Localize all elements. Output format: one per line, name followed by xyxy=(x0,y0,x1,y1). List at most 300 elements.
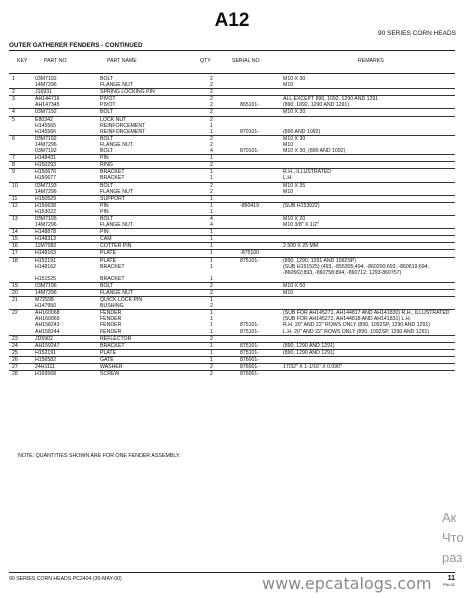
row-key: 21 xyxy=(9,297,35,304)
row-part-name: BOLT xyxy=(100,76,114,82)
row-quantity: 2 xyxy=(210,89,240,96)
row-key xyxy=(9,189,35,196)
row-part-name: WASHER xyxy=(100,364,210,371)
page-number: 11 xyxy=(447,575,455,582)
row-serial-number xyxy=(240,195,283,202)
row-key xyxy=(9,276,35,283)
row-remarks xyxy=(283,209,455,216)
row-part-number: 03M7195 xyxy=(35,215,100,222)
row-remarks: 17/32" X 1-1/16" X 0.090" xyxy=(283,364,455,371)
row-serial-number xyxy=(240,169,283,176)
table-row xyxy=(9,257,455,264)
row-part-name: PIVOT xyxy=(100,96,210,103)
row-part-number: H148162 xyxy=(35,263,57,270)
row-part-name: FLANGE NUT xyxy=(100,82,133,89)
table-row xyxy=(9,229,455,236)
row-part-number: H150529 xyxy=(35,195,100,202)
row-remarks: 2.500 X 25 MM xyxy=(283,243,455,250)
row-remarks: (890, 1290 AND 1291) xyxy=(283,349,455,356)
row-quantity: 2 xyxy=(210,335,240,342)
row-part-name: FENDER xyxy=(100,322,122,329)
table-row xyxy=(9,243,455,250)
row-serial-number xyxy=(240,229,283,236)
table-row xyxy=(9,202,455,209)
row-part-name: PIN xyxy=(100,155,210,162)
row-part-name: FLANGE NUT xyxy=(100,222,133,229)
row-quantity: 1 xyxy=(210,243,240,250)
row-remarks xyxy=(283,335,455,342)
row-remarks: (SUB H151525) (493, -855305;494, -860200;693, -860619;694, -860562;893, -860758;894, -860712; 1293-860757) xyxy=(283,263,429,276)
table-row xyxy=(9,148,455,155)
row-key: 13 xyxy=(9,215,35,222)
row-serial-number xyxy=(240,282,283,289)
row-part-number: M72598 xyxy=(35,297,100,304)
row-key: 6 xyxy=(9,135,35,142)
row-serial-number: -860419 xyxy=(240,202,283,209)
row-part-name: BRACKET xyxy=(100,263,125,270)
row-part-number: H147950 xyxy=(35,303,57,310)
row-part-number: H150677 xyxy=(35,175,57,182)
row-serial-number xyxy=(240,182,283,189)
row-part-name: BOLT xyxy=(100,182,210,189)
row-remarks: (SUB H153022) xyxy=(283,202,455,209)
row-remarks: L.H. 20" AND 22" ROWS ONLY (890, 1092SP, 1290 AND 1291) xyxy=(283,328,430,335)
row-remarks: M10 3/8" X 1/2" xyxy=(283,222,319,229)
row-key: 7 xyxy=(9,155,35,162)
row-part-name: PLATE xyxy=(100,250,210,257)
row-part-name: PIVOT xyxy=(100,102,116,109)
row-serial-number xyxy=(240,209,283,216)
row-key: 5 xyxy=(9,116,35,123)
row-quantity: 1 xyxy=(210,175,213,182)
row-part-number: H148163 xyxy=(35,250,100,257)
row-quantity: 2 xyxy=(210,371,240,378)
table-row xyxy=(9,222,455,229)
table-row xyxy=(9,169,455,176)
row-serial-number: 865101- xyxy=(240,102,260,109)
table-header-divider xyxy=(9,73,455,74)
row-quantity: 1 xyxy=(210,128,213,135)
row-key xyxy=(9,175,35,182)
page-number-code: PN=11 xyxy=(442,582,455,587)
row-quantity: 4 xyxy=(210,148,213,155)
row-remarks xyxy=(283,303,455,310)
row-part-number: AH160069 xyxy=(35,316,60,323)
row-key: 11 xyxy=(9,195,35,202)
row-remarks: M10 X 30 xyxy=(283,135,455,142)
row-quantity: 1 xyxy=(210,229,240,236)
row-part-name: BUSHING xyxy=(100,303,124,310)
row-serial-number: 875101- xyxy=(240,342,283,349)
row-part-number: 03M7192 xyxy=(35,148,57,155)
activation-overlay xyxy=(442,508,464,568)
row-remarks xyxy=(283,195,455,202)
table-row xyxy=(9,89,455,96)
row-key: 17 xyxy=(9,250,35,257)
row-part-number: 14M7296 xyxy=(35,290,100,297)
row-key xyxy=(9,303,35,310)
row-part-number: AH158243 xyxy=(35,322,60,329)
row-remarks xyxy=(283,229,455,236)
row-quantity: 2 xyxy=(210,303,213,310)
column-header-part-no: PART NO. xyxy=(44,58,68,64)
row-key: 23 xyxy=(9,335,35,342)
row-key xyxy=(9,264,35,276)
row-part-number: AH160068 xyxy=(35,310,100,317)
row-remarks xyxy=(283,356,455,363)
table-row xyxy=(9,82,455,89)
row-quantity: 2 xyxy=(210,96,240,103)
row-key: 24 xyxy=(9,342,35,349)
row-quantity: 1 xyxy=(210,349,240,356)
table-row xyxy=(9,175,455,182)
row-serial-number: 876001- xyxy=(240,371,283,378)
row-remarks: R.H., ILLUSTRATED xyxy=(283,169,455,176)
row-remarks: M10 X 20 xyxy=(283,215,455,222)
row-part-name: FENDER xyxy=(100,310,210,317)
table-row xyxy=(9,189,455,196)
row-remarks: M10 X 30, (890 AND 1092) xyxy=(283,148,346,155)
row-quantity: 2 xyxy=(210,182,240,189)
row-part-number: 14M7296 xyxy=(35,141,57,148)
row-remarks: (890 AND 1092) xyxy=(283,128,321,135)
row-quantity: 2 xyxy=(210,135,240,142)
row-key: 16 xyxy=(9,243,35,250)
row-quantity: 1 xyxy=(210,263,213,270)
row-part-number: 14M7296 xyxy=(35,222,57,229)
row-remarks xyxy=(283,276,455,283)
row-part-name: FLANGE NUT xyxy=(100,290,210,297)
row-part-name: BOLT xyxy=(100,215,210,222)
row-remarks xyxy=(283,236,455,243)
watermark: www.epcatalogs.com xyxy=(262,574,432,593)
row-serial-number: 875101- xyxy=(240,328,260,335)
row-quantity: 1 xyxy=(210,316,213,323)
row-part-number: 11M7082 xyxy=(35,243,100,250)
row-remarks xyxy=(283,116,455,123)
table-row xyxy=(9,195,455,202)
table-row xyxy=(9,335,455,342)
row-part-number: 03M7196 xyxy=(35,282,100,289)
row-part-number: JD5902 xyxy=(35,335,100,342)
row-quantity: 1 xyxy=(210,275,213,282)
row-key: 28 xyxy=(9,371,35,378)
row-part-name: SCREW xyxy=(100,371,210,378)
row-part-number: 14M7296 xyxy=(35,82,57,89)
row-part-number: H145565 xyxy=(35,122,57,129)
row-key: 19 xyxy=(9,282,35,289)
row-remarks: (SUB FOR AH145271, AH144817 AND AH141830) R.H., ILLUSTRATED xyxy=(283,310,455,317)
row-serial-number: 870101- xyxy=(240,148,260,155)
row-remarks: M10 X 50 xyxy=(283,282,455,289)
row-key: 20 xyxy=(9,290,35,297)
column-header-key: KEY xyxy=(17,58,28,64)
header-divider xyxy=(9,50,455,51)
row-remarks: M10 xyxy=(283,141,294,148)
row-serial-number: 875101- xyxy=(240,257,283,264)
row-quantity: 1 xyxy=(210,250,240,257)
row-part-number: AH159247 xyxy=(35,342,100,349)
row-part-number: H150676 xyxy=(35,169,100,176)
row-remarks: (890, 1092, 1290 AND 1291) xyxy=(283,102,350,109)
row-remarks: M10 xyxy=(283,290,455,297)
row-part-name: FENDER xyxy=(100,328,122,335)
row-part-name: GATE xyxy=(100,356,210,363)
row-part-number: H152191 xyxy=(35,257,100,264)
row-quantity: 2 xyxy=(210,102,213,109)
row-quantity: 1 xyxy=(210,195,240,202)
row-part-number: H148431 xyxy=(35,155,100,162)
row-part-number: H151525 xyxy=(35,275,57,282)
footer-page-number xyxy=(443,575,455,587)
column-header-qty: QTY xyxy=(200,58,211,64)
row-key: 8 xyxy=(9,162,35,169)
row-part-number: H145566 xyxy=(35,128,57,135)
row-remarks: (890, 1290, 1291 AND 1092SP) xyxy=(283,257,455,264)
table-row xyxy=(9,182,455,189)
row-serial-number xyxy=(240,175,283,182)
row-quantity: 2 xyxy=(210,76,213,82)
row-part-name: BRACKET xyxy=(100,342,210,349)
row-quantity: 2 xyxy=(210,116,240,123)
row-quantity: 1 xyxy=(210,328,213,335)
row-part-name: PIN xyxy=(100,208,109,215)
row-part-name: QUICK LOCK PIN xyxy=(100,297,210,304)
table-row xyxy=(9,282,455,289)
table-row xyxy=(9,364,455,371)
row-part-name: PLATE xyxy=(100,257,210,264)
table-row xyxy=(9,102,455,109)
table-row xyxy=(9,96,455,103)
table-row xyxy=(9,329,455,336)
row-part-number: J16931 xyxy=(35,89,100,96)
row-quantity: 1 xyxy=(210,310,240,317)
row-remarks xyxy=(283,89,455,96)
row-remarks: R.H. 20" AND 22" ROWS ONLY (890, 1092SP, 1290 AND 1291) xyxy=(283,322,430,329)
row-serial-number: -875100 xyxy=(240,250,283,257)
row-serial-number: 875101- xyxy=(240,349,283,356)
row-serial-number: 876001- xyxy=(240,356,283,363)
row-part-number: 14M7296 xyxy=(35,188,57,195)
parts-table-body xyxy=(9,76,455,377)
row-remarks xyxy=(283,297,455,304)
row-quantity: 1 xyxy=(210,122,213,129)
table-row xyxy=(9,129,455,136)
row-key xyxy=(9,209,35,216)
row-serial-number xyxy=(240,162,283,169)
row-part-number: H150638 xyxy=(35,202,100,209)
row-serial-number: 875101- xyxy=(240,322,260,329)
row-part-name: REINFORCEMENT xyxy=(100,122,146,129)
table-row xyxy=(9,250,455,257)
row-serial-number xyxy=(240,155,283,162)
row-serial-number xyxy=(240,290,283,297)
row-part-name: SPRING LOCKING PIN xyxy=(100,89,210,96)
table-row xyxy=(9,356,455,363)
row-part-name: PLATE xyxy=(100,349,210,356)
row-serial-number xyxy=(240,96,283,103)
row-remarks: L.H. xyxy=(283,175,293,182)
row-part-name: FENDER xyxy=(100,316,122,323)
row-part-name: BOLT xyxy=(100,148,114,155)
row-part-name: FLANGE NUT xyxy=(100,141,133,148)
row-key xyxy=(9,102,35,109)
row-serial-number xyxy=(240,310,283,317)
header-product-title: 90 SERIES CORN HEADS xyxy=(377,30,456,37)
row-quantity: 1 xyxy=(210,155,240,162)
table-row xyxy=(9,116,455,123)
row-serial-number xyxy=(240,82,283,89)
row-key: 1 xyxy=(12,76,15,82)
row-key: 3 xyxy=(9,96,35,103)
table-row xyxy=(9,371,455,378)
row-remarks: (890, 1290 AND 1291) xyxy=(283,342,455,349)
row-part-name: BRACKET xyxy=(100,275,125,282)
row-remarks xyxy=(283,155,455,162)
row-serial-number: 870101- xyxy=(240,128,260,135)
row-quantity: 1 xyxy=(210,342,240,349)
row-key xyxy=(9,82,35,89)
row-serial-number xyxy=(240,243,283,250)
row-quantity: 2 xyxy=(210,364,240,371)
quantity-note: NOTE: QUANTITIES SHOWN ARE FOR ONE FENDER ASSEMBLY. xyxy=(18,453,181,459)
column-header-remarks: REMARKS xyxy=(358,58,384,64)
row-key: 26 xyxy=(9,356,35,363)
row-part-name: REFLECTOR xyxy=(100,335,210,342)
row-serial-number xyxy=(240,335,283,342)
row-serial-number xyxy=(240,189,283,196)
table-row xyxy=(9,303,455,310)
row-remarks: M10 X 35 xyxy=(283,182,455,189)
row-part-name: SUPPORT xyxy=(100,195,210,202)
column-header-part-name: PART NAME xyxy=(107,58,137,64)
row-quantity: 2 xyxy=(210,162,240,169)
row-part-number: H152191 xyxy=(35,349,100,356)
table-row xyxy=(9,349,455,356)
row-remarks: (SUB FOR AH145272, AH144818 AND AH141831) L.H. xyxy=(283,316,412,323)
row-key: 15 xyxy=(9,236,35,243)
row-serial-number xyxy=(240,109,283,116)
row-key: 12 xyxy=(9,202,35,209)
row-part-name: CAM xyxy=(100,236,210,243)
row-quantity: 1 xyxy=(210,257,240,264)
row-key xyxy=(9,329,35,336)
row-key xyxy=(9,129,35,136)
table-row xyxy=(9,215,455,222)
row-part-name: PIN xyxy=(100,202,210,209)
footer-document-info: 90 SERIES CORN HEADS PC2404 (30-MAY-00) xyxy=(9,576,122,582)
row-quantity: 2 xyxy=(210,290,240,297)
page-title: A12 xyxy=(214,10,250,31)
table-row xyxy=(9,297,455,304)
activation-line: Ак xyxy=(442,510,457,525)
row-quantity: 2 xyxy=(210,282,240,289)
row-key: 9 xyxy=(9,169,35,176)
row-quantity: 4 xyxy=(210,215,240,222)
row-part-name: PIN xyxy=(100,229,210,236)
row-quantity: 1 xyxy=(210,208,213,215)
row-part-name: FLANGE NUT xyxy=(100,188,133,195)
row-remarks: M10 X 30 xyxy=(283,109,455,116)
row-part-name: LOCK NUT xyxy=(100,116,210,123)
row-part-number: H156582 xyxy=(35,356,100,363)
row-part-number: 03M7193 xyxy=(35,182,100,189)
row-part-number: H150293 xyxy=(35,162,100,169)
column-header-serial-no: SERIAL NO. xyxy=(232,58,261,64)
row-key xyxy=(9,222,35,229)
row-serial-number xyxy=(240,135,283,142)
table-row xyxy=(9,290,455,297)
row-part-number: 03M7192 xyxy=(35,135,100,142)
row-quantity: 1 xyxy=(210,236,240,243)
row-serial-number xyxy=(240,264,283,276)
row-part-name: BRACKET xyxy=(100,175,125,182)
row-part-number: E80342 xyxy=(35,116,100,123)
row-serial-number xyxy=(240,303,283,310)
row-part-name: REINFORCEMENT xyxy=(100,128,146,135)
row-key: 2 xyxy=(9,89,35,96)
row-serial-number xyxy=(240,89,283,96)
row-part-name: BOLT xyxy=(100,282,210,289)
row-remarks xyxy=(283,371,455,378)
row-quantity: 1 xyxy=(210,356,240,363)
row-serial-number xyxy=(240,236,283,243)
row-part-number: AH147345 xyxy=(35,102,60,109)
row-part-number: H148313 xyxy=(35,236,100,243)
activation-line: раз xyxy=(442,550,463,565)
row-quantity: 1 xyxy=(210,322,213,329)
row-part-number: H148878 xyxy=(35,229,100,236)
row-remarks: ALL EXCEPT 890, 1092, 1290 AND 1291 xyxy=(283,96,455,103)
parts-table xyxy=(9,76,455,377)
table-row xyxy=(9,342,455,349)
table-row xyxy=(9,209,455,216)
row-part-name: BOLT xyxy=(100,109,210,116)
row-remarks: M10 X 30 xyxy=(283,76,306,82)
row-serial-number xyxy=(240,215,283,222)
row-serial-number xyxy=(240,276,283,283)
table-row xyxy=(9,155,455,162)
row-part-number: H153022 xyxy=(35,208,57,215)
footer-divider xyxy=(9,572,455,573)
table-row xyxy=(9,310,455,317)
row-quantity: 2 xyxy=(210,109,240,116)
row-key: 27 xyxy=(9,364,35,371)
row-part-name: BOLT xyxy=(100,135,210,142)
row-remarks xyxy=(283,162,455,169)
row-part-number: 03M7192 xyxy=(35,109,100,116)
row-key: 25 xyxy=(9,349,35,356)
row-part-number: 24H1111 xyxy=(35,364,100,371)
row-serial-number: 876001- xyxy=(240,364,283,371)
row-part-number: AH158244 xyxy=(35,328,60,335)
row-key: 22 xyxy=(9,310,35,317)
activation-line: Что xyxy=(442,530,464,545)
row-serial-number xyxy=(240,297,283,304)
table-row xyxy=(9,236,455,243)
row-quantity: 1 xyxy=(210,297,240,304)
section-title: OUTER GATHERER FENDERS - CONTINUED xyxy=(9,42,143,49)
row-quantity: 2 xyxy=(210,82,213,89)
table-row xyxy=(9,135,455,142)
row-key: 14 xyxy=(9,229,35,236)
table-row xyxy=(9,276,455,283)
row-part-name: RING xyxy=(100,162,210,169)
row-quantity: 2 xyxy=(210,188,213,195)
row-serial-number xyxy=(240,222,283,229)
row-remarks: M10 xyxy=(283,188,294,195)
row-part-number: 03M7192 xyxy=(35,76,57,82)
